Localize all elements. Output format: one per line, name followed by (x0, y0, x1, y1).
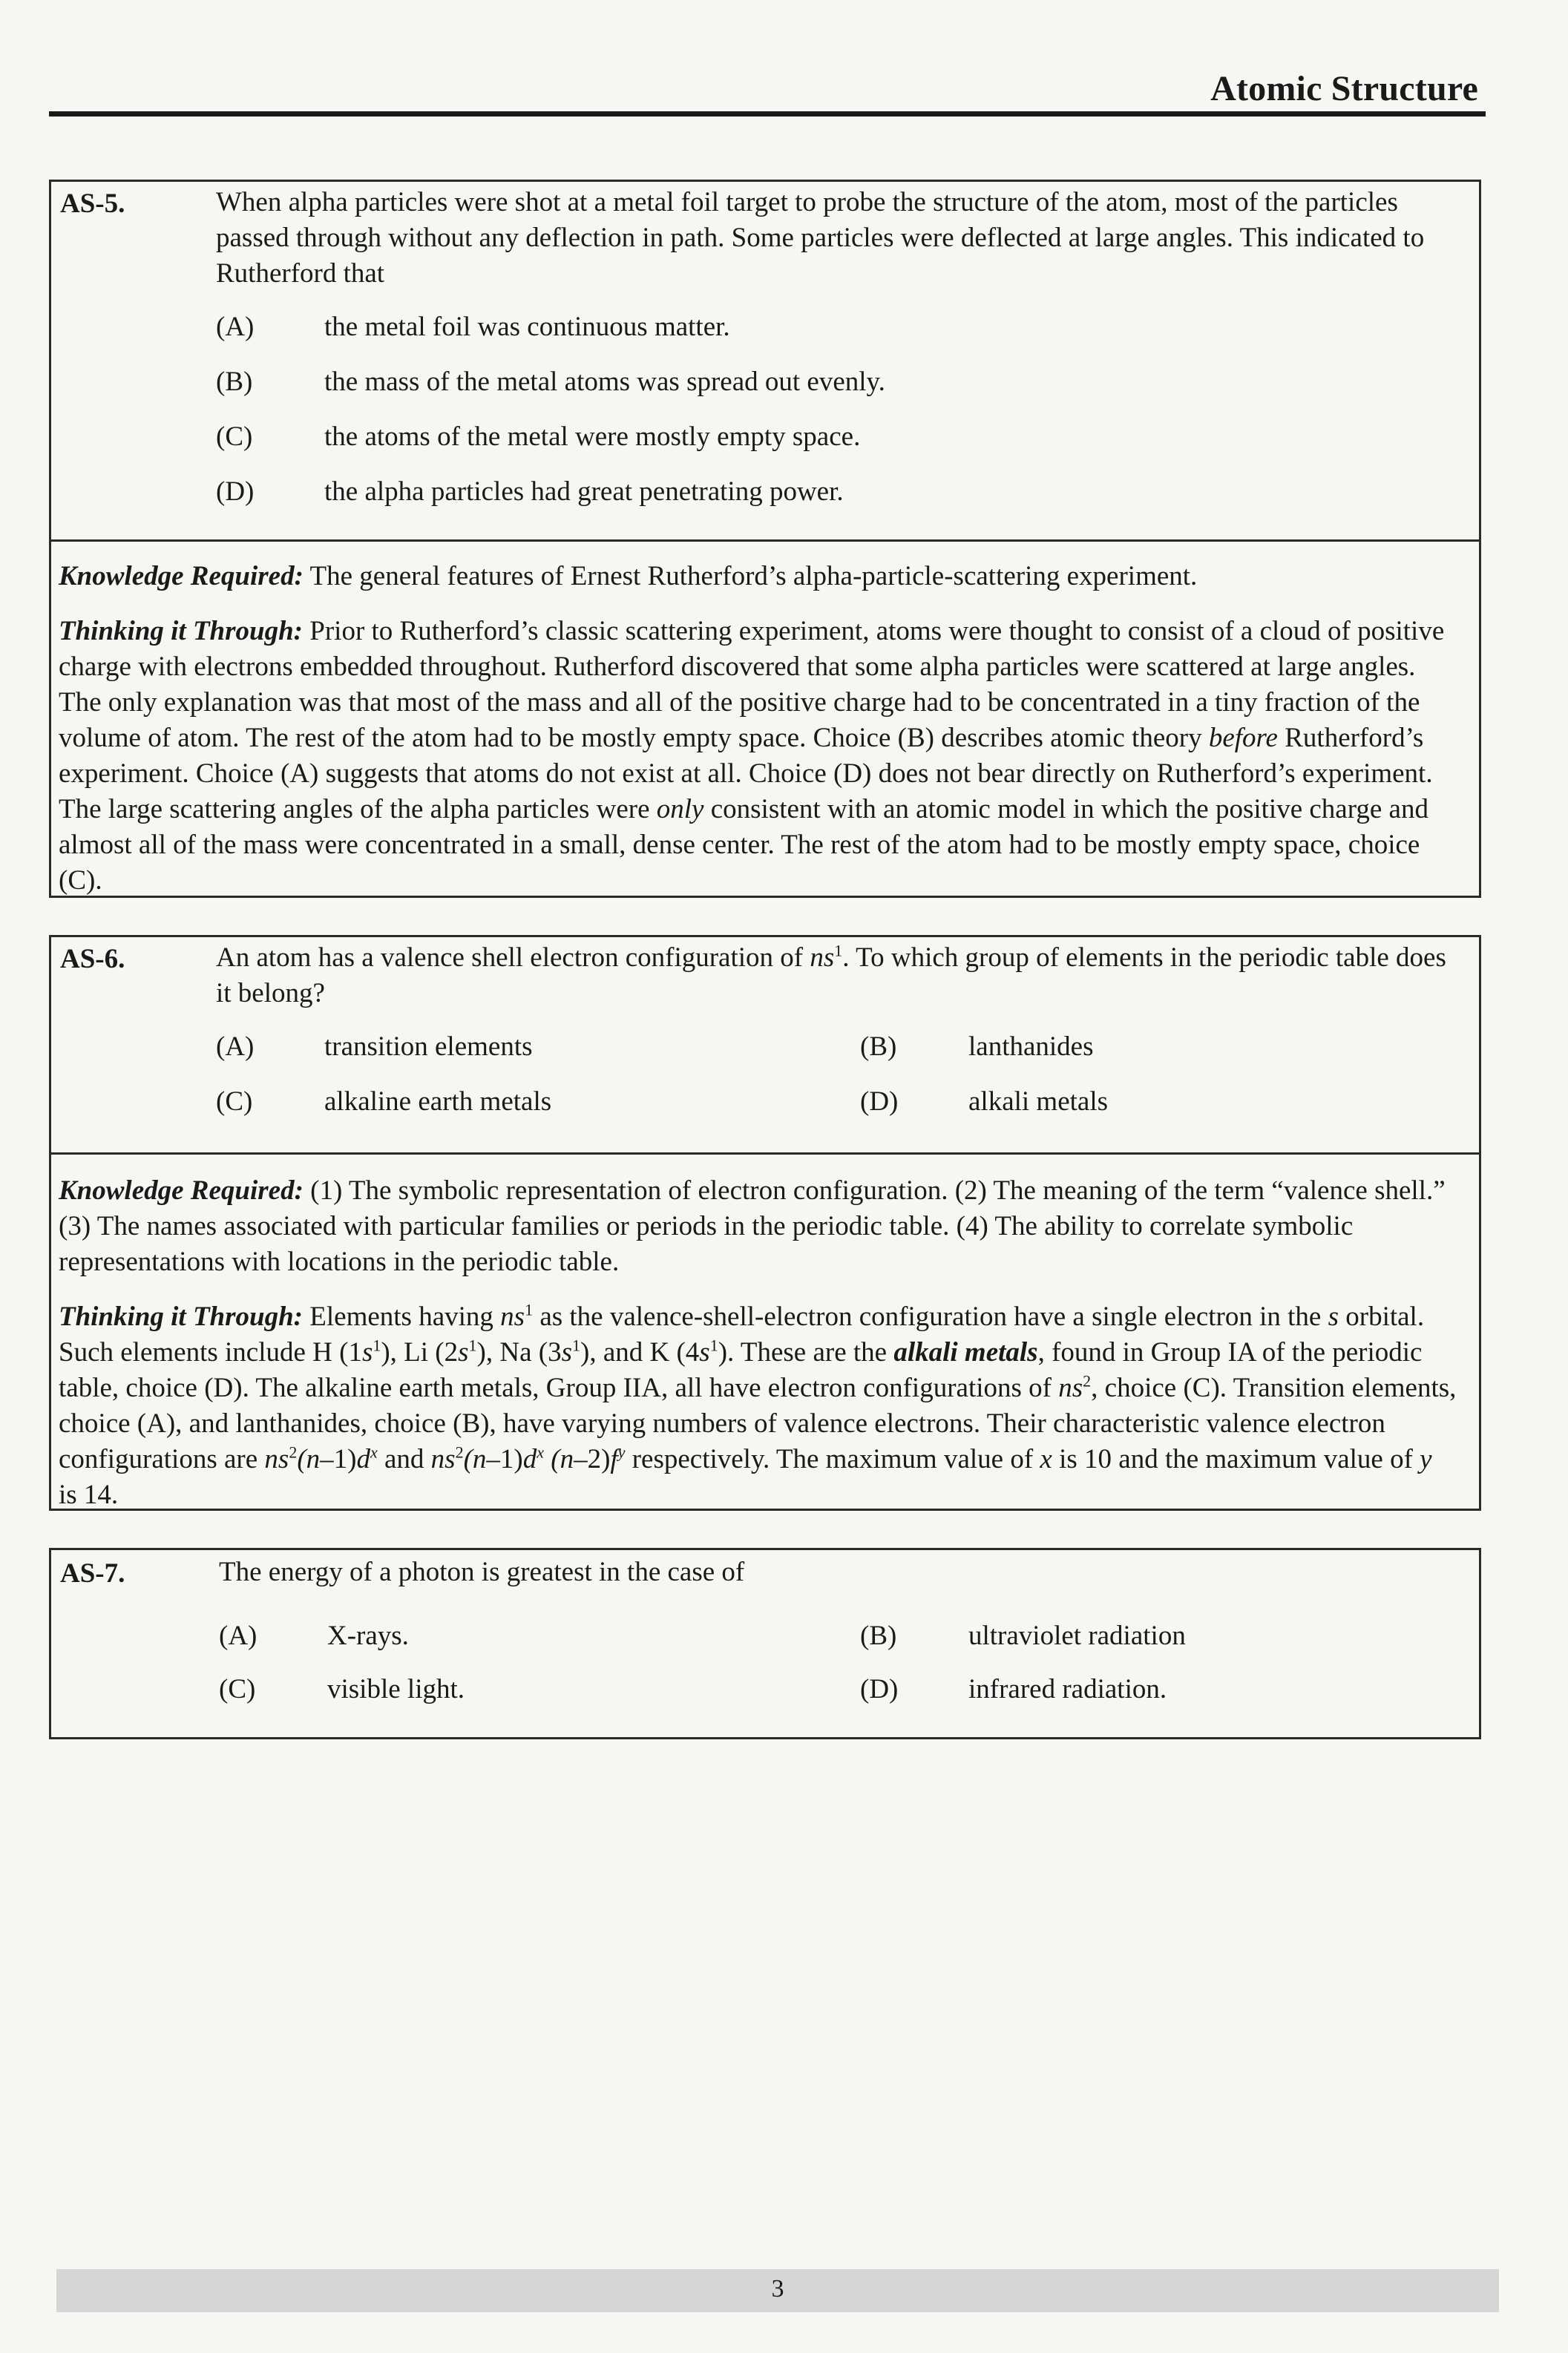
explanation (59, 559, 1457, 899)
question-as7-box (49, 1548, 1481, 1739)
explanation (59, 1173, 1457, 1513)
option-text: visible light. (327, 1674, 465, 1704)
math: –1) (486, 1444, 523, 1474)
section-divider (51, 1152, 1479, 1155)
thinking-text: ), and K (4 (580, 1337, 700, 1368)
page-footer (56, 2269, 1499, 2312)
question-text-part: . To which group of elements in the periodic table does it belong? (216, 942, 1446, 1008)
emphasis-alkali-metals: alkali metals (893, 1337, 1038, 1368)
math-ns: ns (810, 942, 835, 973)
option-text: lanthanides (968, 1031, 1094, 1062)
question-text: The energy of a photon is greatest in the case of (219, 1557, 745, 1587)
math: d (522, 1444, 537, 1474)
option-text: alkaline earth metals (324, 1086, 552, 1117)
emphasis: before (1208, 723, 1278, 753)
superscript: x (370, 1443, 378, 1462)
option-label: (C) (219, 1674, 256, 1704)
thinking-text: , found in Group IA of the periodic table, choice (D). The alkaline earth metals, Group IIA, all have electron configurations of (59, 1337, 1423, 1403)
math: x (1040, 1444, 1052, 1474)
math-ns: ns (264, 1444, 289, 1474)
superscript: x (537, 1443, 544, 1462)
superscript: 1 (834, 941, 843, 960)
math-s: s (458, 1337, 469, 1368)
thinking-text: Elements having (303, 1302, 501, 1332)
option-label: (D) (216, 476, 255, 507)
math: –2) (574, 1444, 611, 1474)
page-header (49, 65, 1486, 116)
thinking-text: is 14. (59, 1480, 119, 1510)
knowledge-required-label: Knowledge Required: (59, 1175, 304, 1206)
option-label: (A) (219, 1621, 257, 1651)
option-text: infrared radiation. (968, 1674, 1167, 1704)
emphasis: only (656, 794, 704, 824)
superscript: 1 (468, 1336, 477, 1355)
thinking-text: as the valence-shell-electron configuration have a single electron in the (533, 1302, 1328, 1332)
option-label: (B) (860, 1621, 897, 1651)
thinking-text: respectively. The maximum value of (625, 1444, 1040, 1474)
knowledge-required (59, 1173, 1457, 1280)
question-number: AS-7. (60, 1558, 125, 1589)
question-text-part: An atom has a valence shell electron configuration of (216, 942, 810, 973)
math: (n (551, 1444, 574, 1474)
option-label: (C) (216, 1086, 253, 1117)
section-divider (51, 539, 1479, 542)
math-s: s (1328, 1302, 1339, 1332)
superscript: 1 (525, 1300, 534, 1319)
option-label: (C) (216, 421, 253, 452)
thinking-through (59, 614, 1457, 899)
math: y (1420, 1444, 1432, 1474)
superscript: 2 (289, 1443, 298, 1462)
question-as6-box (49, 935, 1481, 1511)
thinking-text: orbital. Such elements include H (1 (59, 1302, 1425, 1368)
question-number: AS-6. (60, 944, 125, 974)
thinking-text: ), Li (2 (381, 1337, 459, 1368)
question-as5-box (49, 180, 1481, 898)
math: –1) (320, 1444, 357, 1474)
knowledge-required-text: (1) The symbolic representation of electron configuration. (2) The meaning of the term “valence shell.” (3) The names associated with particular families or periods in the periodic table. (4) The ability to correlate symbolic representations with locations in the periodic table. (59, 1175, 1446, 1277)
superscript: 2 (1083, 1371, 1092, 1391)
superscript: 1 (373, 1336, 381, 1355)
thinking-through-label: Thinking it Through: (59, 1302, 304, 1332)
thinking-through-label: Thinking it Through: (59, 616, 304, 646)
page-number: 3 (771, 2275, 784, 2303)
option-label: (D) (860, 1086, 899, 1117)
option-text: ultraviolet radiation (968, 1621, 1186, 1651)
thinking-through (59, 1299, 1457, 1513)
thinking-text: and (377, 1444, 431, 1474)
superscript: y (617, 1443, 626, 1462)
thinking-text: ). These are the (718, 1337, 894, 1368)
option-label: (D) (860, 1674, 899, 1704)
superscript: 1 (572, 1336, 580, 1355)
superscript: 1 (709, 1336, 718, 1355)
math: (n (297, 1444, 321, 1474)
option-text: the alpha particles had great penetrating power. (324, 476, 844, 507)
superscript: 2 (455, 1443, 464, 1462)
math-ns: ns (1058, 1373, 1083, 1403)
math-ns: ns (430, 1444, 456, 1474)
question-number: AS-5. (60, 188, 125, 219)
option-text: the mass of the metal atoms was spread out evenly. (324, 367, 885, 397)
option-label: (B) (216, 367, 253, 397)
option-label: (A) (216, 1031, 255, 1062)
option-label: (B) (860, 1031, 897, 1062)
math-s: s (699, 1337, 710, 1368)
knowledge-required (59, 559, 1457, 594)
math-s: s (361, 1337, 373, 1368)
page-title: Atomic Structure (1210, 69, 1478, 108)
thinking-text: is 10 and the maximum value of (1052, 1444, 1420, 1474)
thinking-text: , choice (C). Transition elements, choice (A), and lanthanides, choice (B), have varying numbers of valence electrons. Their characteristic valence electron configurations are (59, 1373, 1457, 1474)
question-text (216, 940, 1449, 1011)
thinking-text: ), Na (3 (476, 1337, 562, 1368)
knowledge-required-text: The general features of Ernest Rutherford’s alpha-particle-scattering experiment. (303, 561, 1198, 591)
knowledge-required-label: Knowledge Required: (59, 561, 304, 591)
option-text: X-rays. (327, 1621, 409, 1651)
option-text: the atoms of the metal were mostly empty space. (324, 421, 861, 452)
option-text: transition elements (324, 1031, 533, 1062)
option-text: the metal foil was continuous matter. (324, 312, 730, 342)
math: f (610, 1444, 618, 1474)
option-text: alkali metals (968, 1086, 1109, 1117)
thinking-text: consistent with an atomic model in which the positive charge and almost all of the mass were concentrated in a small, dense center. The rest of the atom had to be mostly empty space, choice (C). (59, 794, 1428, 896)
question-text: When alpha particles were shot at a metal foil target to probe the structure of the atom, most of the particles passed through without any deflection in path. Some particles were deflected at large angles. This indicated to Rutherford that (216, 187, 1425, 289)
thinking-text: Rutherford’s experiment. Choice (A) suggests that atoms do not exist at all. Choice (D) does not bear directly on Rutherford’s experiment. The large scattering angles of the alpha particles were (59, 723, 1433, 824)
math-s: s (561, 1337, 572, 1368)
thinking-text: Prior to Rutherford’s classic scattering experiment, atoms were thought to consist of a cloud of positive charge with electrons embedded throughout. Rutherford discovered that some alpha particles were scattered at large angles. The only explanation was that most of the mass and all of the positive charge had to be concentrated in a tiny fraction of the volume of atom. The rest of the atom had to be mostly empty space. Choice (B) describes atomic theory (59, 616, 1445, 753)
option-label: (A) (216, 312, 255, 342)
math: (n (463, 1444, 487, 1474)
math-ns: ns (500, 1302, 525, 1332)
math: d (356, 1444, 370, 1474)
